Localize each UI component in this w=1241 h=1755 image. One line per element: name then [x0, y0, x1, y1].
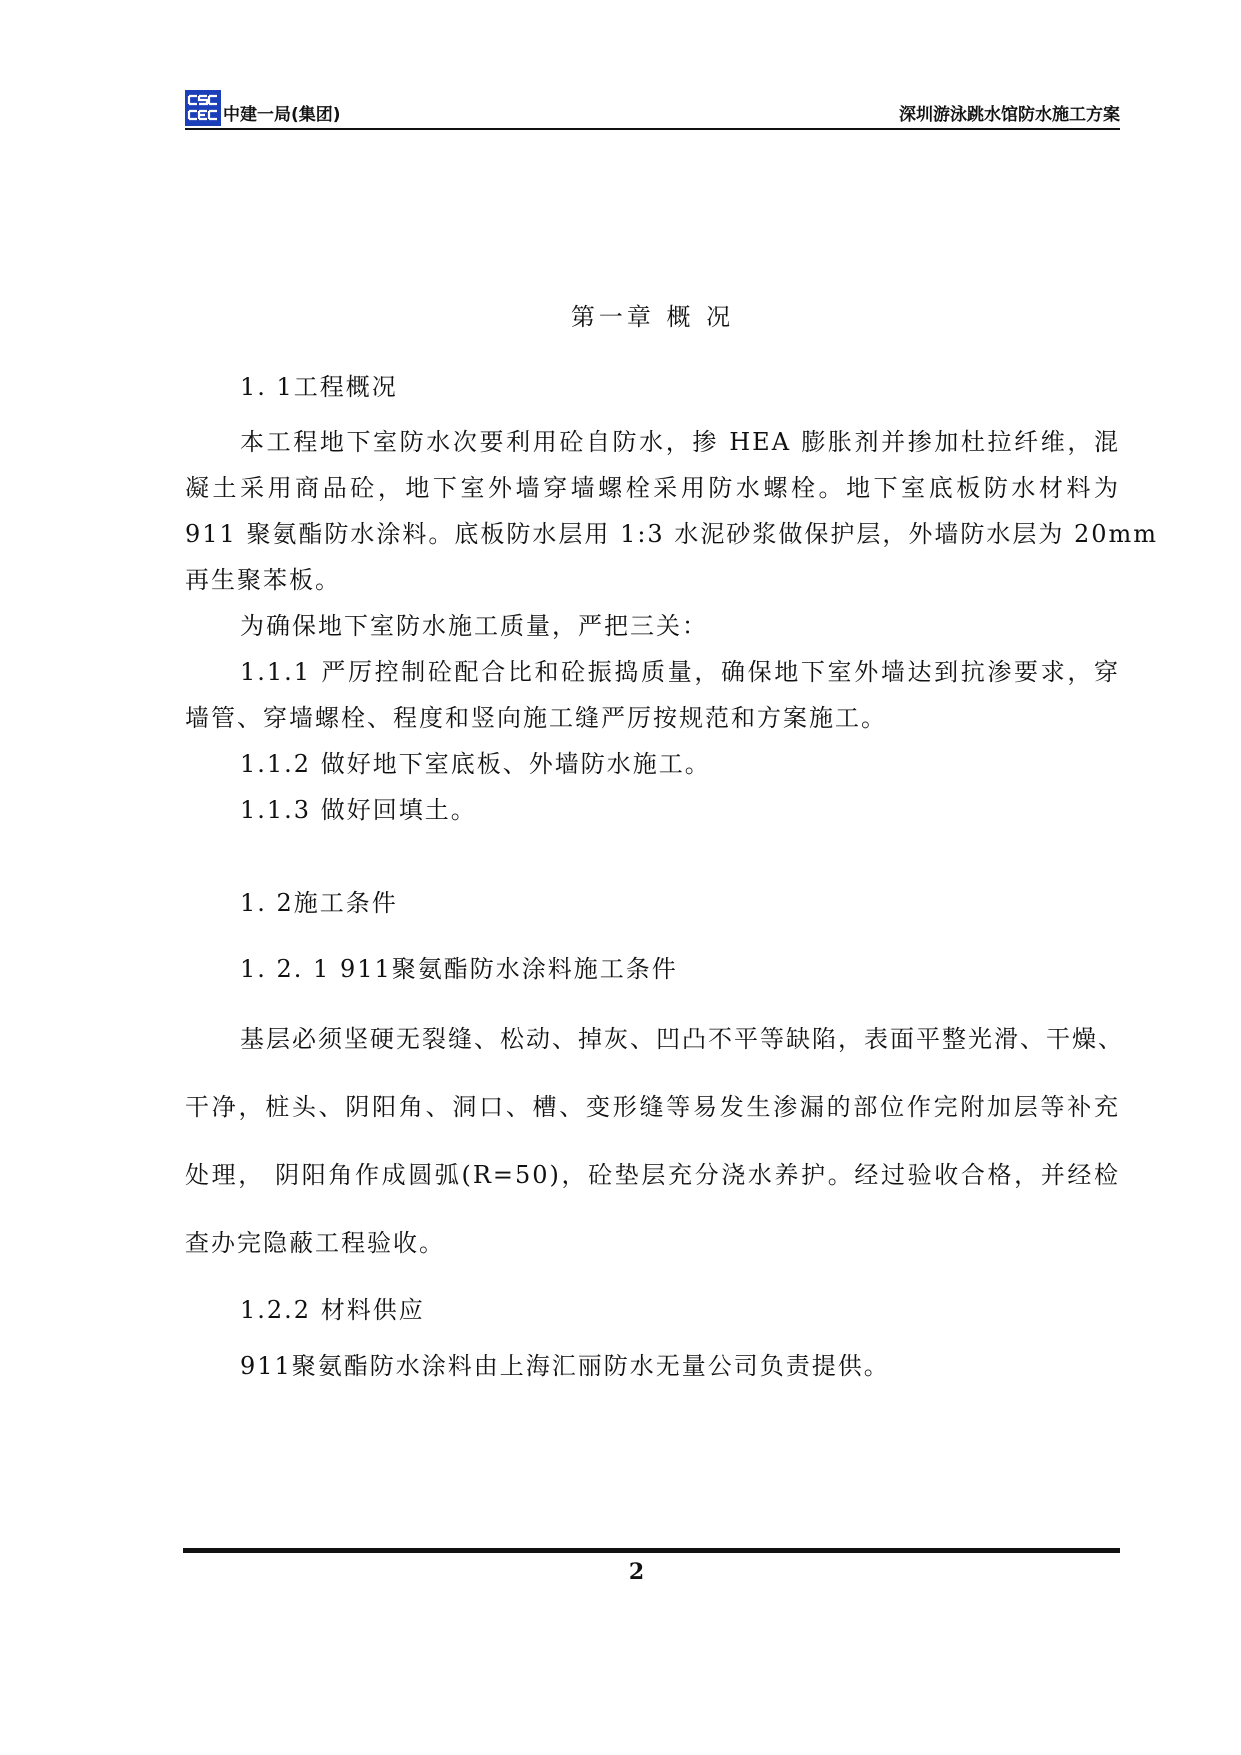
paragraph-line: 查办完隐蔽工程验收。	[185, 1229, 445, 1257]
paragraph-line: 再生聚苯板。	[185, 566, 341, 594]
company-name: 中建一局(集团)	[223, 105, 341, 125]
section-heading-1-2-2: 1.2.2 材料供应	[240, 1296, 425, 1324]
paragraph-line: 干净，桩头、阴阳角、洞口、槽、变形缝等易发生渗漏的部位作完附加层等补充	[185, 1093, 1120, 1121]
paragraph-line: 基层必须坚硬无裂缝、松动、掉灰、凹凸不平等缺陷，表面平整光滑、干燥、	[240, 1025, 1124, 1053]
page-header	[185, 88, 1120, 132]
paragraph-line: 911 聚氨酯防水涂料。底板防水层用 1:3 水泥砂浆做保护层，外墙防水层为 20mm	[185, 520, 1159, 548]
paragraph-line: 1.1.1 严厉控制砼配合比和砼振捣质量，确保地下室外墙达到抗渗要求，穿	[240, 658, 1120, 686]
paragraph-line: 墙管、穿墙螺栓、程度和竖向施工缝严厉按规范和方案施工。	[185, 704, 887, 732]
paragraph-line: 处理， 阴阳角作成圆弧(R=50)，砼垫层充分浇水养护。经过验收合格，并经检	[185, 1161, 1120, 1189]
paragraph-line: 为确保地下室防水施工质量，严把三关：	[240, 612, 708, 640]
paragraph-line: 911聚氨酯防水涂料由上海汇丽防水无量公司负责提供。	[240, 1352, 890, 1380]
paragraph-line: 1.1.3 做好回填土。	[240, 796, 477, 824]
page-number: 2	[628, 1559, 645, 1585]
paragraph-line: 凝土采用商品砼，地下室外墙穿墙螺栓采用防水螺栓。地下室底板防水材料为	[185, 474, 1120, 502]
document-title: 深圳游泳跳水馆防水施工方案	[899, 105, 1120, 125]
section-heading-1-1: 1. 1工程概况	[240, 373, 398, 401]
cscec-logo-icon	[185, 90, 221, 126]
paragraph-line: 1.1.2 做好地下室底板、外墙防水施工。	[240, 750, 711, 778]
header-divider	[185, 128, 1120, 130]
footer-divider	[183, 1548, 1120, 1553]
section-heading-1-2: 1. 2施工条件	[240, 889, 398, 917]
paragraph-line: 本工程地下室防水次要利用砼自防水，掺 HEA 膨胀剂并掺加杜拉纤维，混	[240, 428, 1120, 456]
section-heading-1-2-1: 1. 2. 1 911聚氨酯防水涂料施工条件	[240, 955, 678, 983]
chapter-title: 第一章 概 况	[570, 303, 735, 331]
